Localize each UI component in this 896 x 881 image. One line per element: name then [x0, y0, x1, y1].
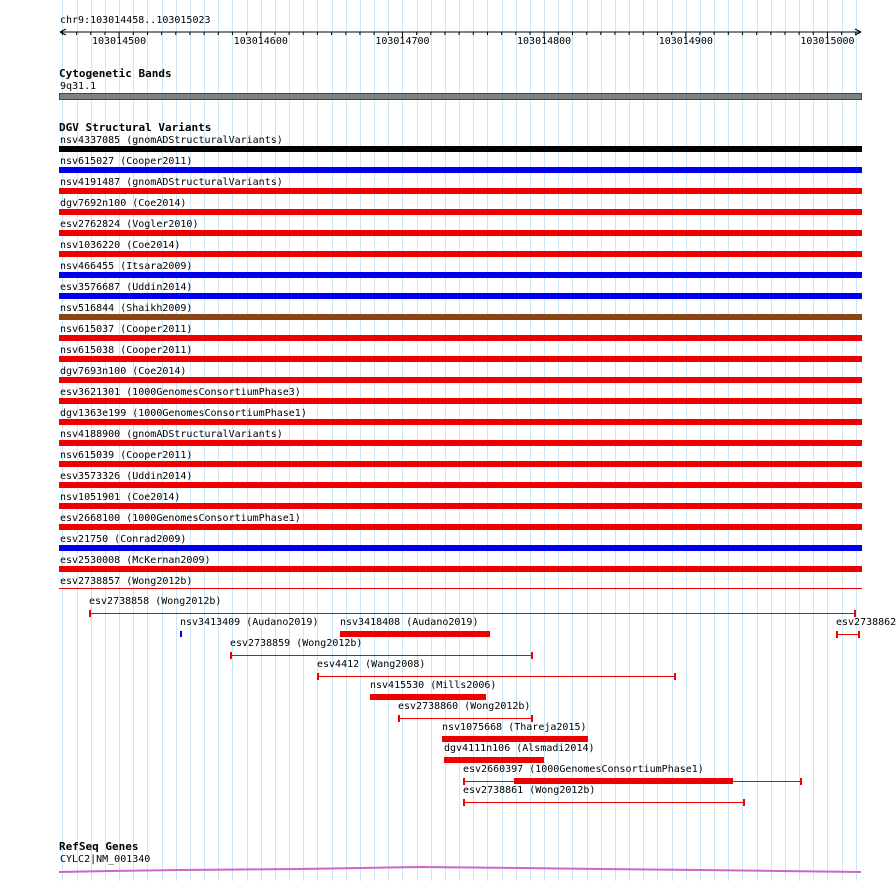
dgv-feature-label: esv2738858 (Wong2012b) — [89, 596, 222, 607]
dgv-feature-label: dgv4111n106 (Alsmadi2014) — [444, 743, 595, 754]
refseq-gene-label: CYLC2|NM_001340 — [60, 854, 151, 865]
dgv-feature-bar[interactable] — [442, 736, 588, 742]
dgv-feature-bar[interactable] — [370, 694, 486, 700]
dgv-variant-bar[interactable] — [59, 419, 862, 425]
dgv-variant-bar[interactable] — [59, 588, 862, 589]
dgv-feature-bar[interactable] — [180, 631, 182, 637]
dgv-row-label: dgv1363e199 (1000GenomesConsortiumPhase1) — [60, 408, 307, 419]
dgv-variant-bar[interactable] — [59, 440, 862, 446]
dgv-feature-line[interactable] — [836, 634, 860, 635]
dgv-variant-bar[interactable] — [59, 356, 862, 362]
dgv-row-label: nsv1036220 (Coe2014) — [60, 240, 181, 251]
dgv-feature-end-cap[interactable] — [531, 715, 533, 722]
dgv-row-label: nsv615027 (Cooper2011) — [60, 156, 193, 167]
dgv-feature-start-cap[interactable] — [89, 610, 91, 617]
dgv-feature-start-cap[interactable] — [463, 799, 465, 806]
dgv-feature-label: nsv3418408 (Audano2019) — [340, 617, 479, 628]
dgv-feature-label: nsv3413409 (Audano2019) — [180, 617, 319, 628]
ruler-tick-label: 103014800 — [517, 36, 572, 47]
dgv-row-label: nsv466455 (Itsara2009) — [60, 261, 193, 272]
dgv-variant-bar[interactable] — [59, 230, 862, 236]
dgv-feature-label: esv2660397 (1000GenomesConsortiumPhase1) — [463, 764, 704, 775]
dgv-row-label: esv2530008 (McKernan2009) — [60, 555, 211, 566]
dgv-row-label: nsv615039 (Cooper2011) — [60, 450, 193, 461]
dgv-row-label: esv2762824 (Vogler2010) — [60, 219, 199, 230]
dgv-feature-bar[interactable] — [444, 757, 545, 763]
dgv-feature-end-cap[interactable] — [800, 778, 802, 785]
ruler-tick-label: 103014700 — [375, 36, 430, 47]
dgv-row-label: esv3573326 (Uddin2014) — [60, 471, 193, 482]
dgv-variant-bar[interactable] — [59, 314, 862, 320]
dgv-row-label: esv21750 (Conrad2009) — [60, 534, 187, 545]
dgv-feature-end-cap[interactable] — [858, 631, 860, 638]
dgv-variant-bar[interactable] — [59, 503, 862, 509]
dgv-variant-bar[interactable] — [59, 209, 862, 215]
dgv-row-label: dgv7693n100 (Coe2014) — [60, 366, 187, 377]
dgv-feature-label: esv2738861 (Wong2012b) — [463, 785, 596, 796]
dgv-feature-end-cap[interactable] — [674, 673, 676, 680]
dgv-feature-label: nsv415530 (Mills2006) — [370, 680, 497, 691]
dgv-variant-bar[interactable] — [59, 293, 862, 299]
dgv-feature-label: esv2738862 — [836, 617, 896, 628]
refseq-gene-path — [59, 867, 861, 872]
dgv-feature-start-cap[interactable] — [398, 715, 400, 722]
dgv-variant-bar[interactable] — [59, 272, 862, 278]
dgv-row-label: nsv1051901 (Coe2014) — [60, 492, 181, 503]
dgv-row-label: dgv7692n100 (Coe2014) — [60, 198, 187, 209]
dgv-variant-bar[interactable] — [59, 167, 862, 173]
dgv-feature-label: esv2738860 (Wong2012b) — [398, 701, 531, 712]
dgv-variant-bar[interactable] — [59, 377, 862, 383]
dgv-feature-start-cap[interactable] — [463, 778, 465, 785]
dgv-variant-bar[interactable] — [59, 146, 862, 152]
refseq-gene-line[interactable] — [0, 862, 890, 876]
dgv-feature-end-cap[interactable] — [531, 652, 533, 659]
dgv-feature-line[interactable] — [89, 613, 855, 614]
ruler-tick-label: 103014600 — [233, 36, 288, 47]
cytoband-label: 9q31.1 — [60, 81, 97, 92]
dgv-row-label: nsv4188900 (gnomADStructuralVariants) — [60, 429, 283, 440]
dgv-variant-bar[interactable] — [59, 335, 862, 341]
dgv-row-label: esv2668100 (1000GenomesConsortiumPhase1) — [60, 513, 301, 524]
dgv-feature-line[interactable] — [398, 718, 533, 719]
dgv-feature-label: esv2738859 (Wong2012b) — [230, 638, 363, 649]
dgv-variant-bar[interactable] — [59, 566, 862, 572]
cytoband-bar[interactable] — [59, 93, 862, 100]
dgv-variant-bar[interactable] — [59, 188, 862, 194]
dgv-row-label: nsv615038 (Cooper2011) — [60, 345, 193, 356]
dgv-feature-line[interactable] — [317, 676, 675, 677]
dgv-row-label: nsv615037 (Cooper2011) — [60, 324, 193, 335]
dgv-feature-bar[interactable] — [340, 631, 490, 637]
dgv-variant-bar[interactable] — [59, 398, 862, 404]
dgv-row-label: esv2738857 (Wong2012b) — [60, 576, 193, 587]
dgv-feature-start-cap[interactable] — [836, 631, 838, 638]
dgv-feature-label: esv4412 (Wang2008) — [317, 659, 426, 670]
refseq-title: RefSeq Genes — [59, 840, 139, 853]
ruler-tick-label: 103014500 — [92, 36, 147, 47]
dgv-row-label: nsv4191487 (gnomADStructuralVariants) — [60, 177, 283, 188]
dgv-feature-end-cap[interactable] — [743, 799, 745, 806]
dgv-row-label: esv3621301 (1000GenomesConsortiumPhase3) — [60, 387, 301, 398]
cytobands-title: Cytogenetic Bands — [59, 67, 172, 80]
dgv-feature-line[interactable] — [230, 655, 533, 656]
dgv-variant-bar[interactable] — [59, 545, 862, 551]
ruler[interactable] — [0, 24, 890, 46]
dgv-feature-start-cap[interactable] — [317, 673, 319, 680]
dgv-row-label: esv3576687 (Uddin2014) — [60, 282, 193, 293]
dgv-feature-line[interactable] — [463, 802, 745, 803]
dgv-row-label: nsv516844 (Shaikh2009) — [60, 303, 193, 314]
dgv-title: DGV Structural Variants — [59, 121, 212, 134]
locus-label: chr9:103014458..103015023 — [60, 15, 211, 26]
ruler-tick-label: 103015000 — [800, 36, 855, 47]
ruler-tick-label: 103014900 — [658, 36, 713, 47]
dgv-feature-end-cap[interactable] — [854, 610, 856, 617]
dgv-feature-label: nsv1075668 (Thareja2015) — [442, 722, 587, 733]
dgv-row-label: nsv4337085 (gnomADStructuralVariants) — [60, 135, 283, 146]
dgv-variant-bar[interactable] — [59, 461, 862, 467]
dgv-variant-bar[interactable] — [59, 482, 862, 488]
dgv-feature-start-cap[interactable] — [230, 652, 232, 659]
dgv-variant-bar[interactable] — [59, 524, 862, 530]
dgv-feature-bar[interactable] — [514, 778, 732, 784]
dgv-variant-bar[interactable] — [59, 251, 862, 257]
